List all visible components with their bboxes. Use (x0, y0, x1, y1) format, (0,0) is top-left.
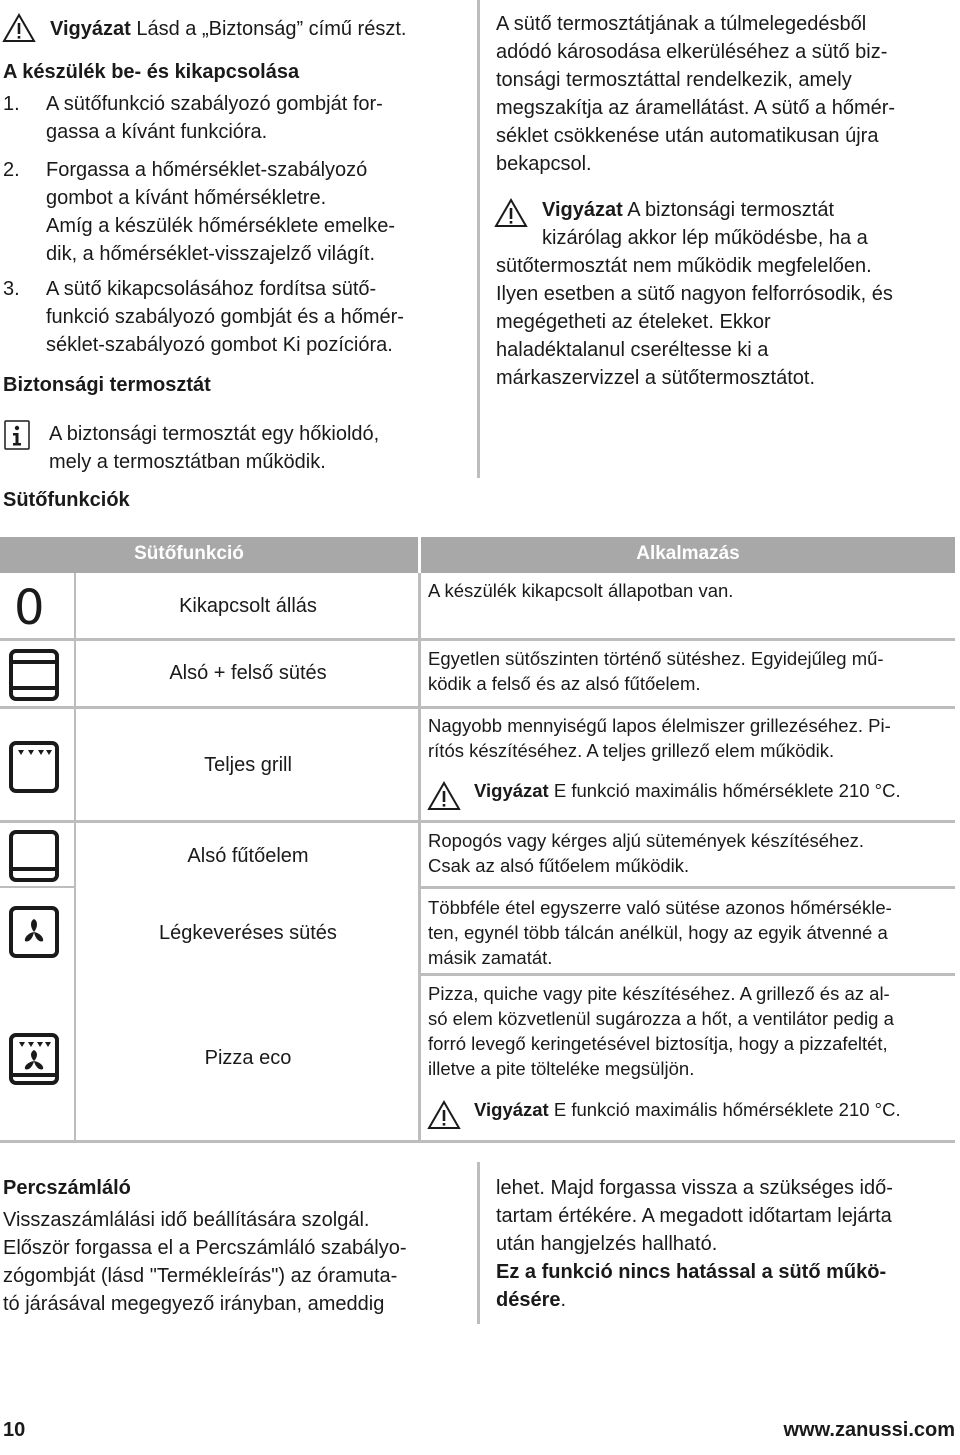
caution-text: A biztonsági termosztát (627, 199, 835, 221)
column-divider (477, 1162, 480, 1324)
caution-line: kizárólag akkor lép működésbe, ha a (542, 227, 868, 249)
thermostat-paragraph (496, 10, 956, 178)
paragraph-line: A sütő termosztátjának a túlmelegedésből (496, 13, 867, 35)
pizza-caution: Vigyázat E funkció maximális hőmérséklete 210 °C. (474, 1099, 901, 1120)
function-label: Alsó fűtőelem (187, 845, 309, 867)
warning-icon (2, 13, 36, 43)
caution-label: Vigyázat (50, 18, 131, 40)
timer-line: zógombját (lásd "Termékleírás") az óramuta- (3, 1265, 398, 1287)
timer-line: tartam értékére. A megadott időtartam lejárta (496, 1205, 892, 1227)
warning-icon (427, 781, 461, 811)
timer-bold-line: désére (496, 1289, 561, 1311)
page-number: 10 (3, 1419, 26, 1441)
step-line: A sütő kikapcsolásához fordítsa sütő- (46, 278, 377, 300)
pizza-eco-icon (8, 1032, 60, 1086)
caution-line: megégetheti az ételeket. Ekkor (496, 311, 771, 333)
step-line: funkció szabályozó gombját és a hőmér- (46, 306, 404, 328)
step-line: gombot a kívánt hőmérsékletre. (46, 187, 327, 209)
info-icon (4, 420, 30, 450)
paragraph-line: adódó károsodása elkerüléséhez a sütő biz- (496, 41, 888, 63)
caution-line: haladéktalanul cseréltesse ki a (496, 339, 769, 361)
application-text: Nagyobb mennyiségű lapos élelmiszer grillezéséhez. Pi- rítós készítéséhez. A teljes grillező elem működik. (428, 715, 891, 761)
function-label: Pizza eco (204, 1047, 292, 1069)
table-header-function: Sütőfunkció (0, 537, 418, 573)
step-line: séklet-szabályozó gombot Ki pozícióra. (46, 334, 393, 356)
timer-left-text (3, 1206, 473, 1318)
paragraph-line: bekapcsol. (496, 153, 592, 175)
paragraph-line: tonsági termosztáttal rendelkezik, amely (496, 69, 852, 91)
onoff-heading: A készülék be- és kikapcsolása (3, 61, 300, 83)
timer-line: után hangjelzés hallható. (496, 1233, 718, 1255)
timer-right-text: lehet. Majd forgassa vissza a szükséges idő- tartam értékére. A megadott időtartam lejárta után hangjelzés hallható. Ez a funkció nincs hatással a sütő műkö- désére. (496, 1174, 956, 1314)
table-divider (74, 573, 76, 1143)
row-divider (0, 706, 955, 709)
step-line: A sütőfunkció szabályozó gombját for- (46, 93, 383, 115)
paragraph-line: megszakítja az áramellátást. A sütő a hőmér- (496, 97, 896, 119)
step-number: 2. (3, 159, 20, 181)
caution-line: sütőtermosztát nem működik megfelelően. (496, 255, 872, 277)
timer-bold-line: Ez a funkció nincs hatással a sütő műkö- (496, 1261, 887, 1283)
table-divider (418, 573, 421, 1143)
application-text: A készülék kikapcsolt állapotban van. (428, 580, 734, 601)
row-divider (0, 886, 74, 888)
info-line: mely a termosztátban működik. (49, 451, 326, 473)
website-link[interactable]: www.zanussi.com (783, 1419, 955, 1441)
timer-heading: Percszámláló (3, 1177, 131, 1199)
caution-line: Ilyen esetben a sütő nagyon felforrósodik, és (496, 283, 893, 305)
fan-bake-icon (8, 905, 60, 959)
bottom-heat-icon (8, 829, 60, 883)
off-symbol-icon: 0 (14, 580, 45, 636)
timer-line: lehet. Majd forgassa vissza a szükséges idő- (496, 1177, 893, 1199)
warning-icon (494, 198, 528, 228)
grill-caution: Vigyázat E funkció maximális hőmérséklete 210 °C. (474, 780, 901, 801)
table-bottom-border (0, 1140, 955, 1143)
caution-line: márkaszervizzel a sütőtermosztátot. (496, 367, 815, 389)
function-label: Teljes grill (204, 754, 292, 776)
function-label: Légkeveréses sütés (159, 922, 337, 944)
application-text: Többféle étel egyszerre való sütése azonos hőmérsékle- ten, egynél több tálcán anélkül, hogy az egyik átvenné a másik zamatát. (428, 897, 892, 968)
row-divider (0, 820, 955, 823)
row-divider (421, 973, 955, 976)
application-text: Egyetlen sütőszinten történő sütéshez. Egyidejűleg mű- ködik a felső és az alsó fűtőelem. (428, 648, 884, 694)
thermostat-caution (542, 196, 960, 224)
column-divider (477, 0, 480, 478)
caution-label: Vigyázat (542, 199, 623, 221)
full-grill-icon (8, 740, 60, 794)
caution-note (50, 15, 406, 43)
row-divider (421, 886, 955, 889)
step-number: 1. (3, 93, 20, 115)
thermostat-heading: Biztonsági termosztát (3, 374, 211, 396)
step-line: dik, a hőmérséklet-visszajelző világít. (46, 243, 376, 265)
application-text: Ropogós vagy kérges aljú sütemények készítéséhez. Csak az alsó fűtőelem működik. (428, 830, 865, 876)
timer-line: tó járásával megegyező irányban, ameddig (3, 1293, 385, 1315)
step-line: Amíg a készülék hőmérséklete emelke- (46, 215, 396, 237)
caution-text: Lásd a „Biztonság” című részt. (136, 18, 407, 40)
thermostat-caution-cont (496, 252, 956, 392)
timer-line: Visszaszámlálási idő beállítására szolgál. (3, 1209, 370, 1231)
row-divider (0, 638, 955, 641)
table-header-application: Alkalmazás (421, 537, 955, 573)
timer-line: Először forgassa el a Percszámláló szabályo- (3, 1237, 407, 1259)
warning-icon (427, 1100, 461, 1130)
function-label: Alsó + felső sütés (169, 662, 327, 684)
info-note (49, 420, 469, 476)
paragraph-line: séklet csökkenése után automatikusan újra (496, 125, 879, 147)
application-text: Pizza, quiche vagy pite készítéséhez. A grillező és az al- só elem közvetlenül sugározza a hőt, a ventilátor pedig a forró levegő keringetésével biztosítja, hogy a pizzafeltét, illetve a pite tölteléke megsüljön. (428, 983, 894, 1079)
function-label: Kikapcsolt állás (179, 595, 317, 617)
step-line: Forgassa a hőmérséklet-szabályozó (46, 159, 368, 181)
info-line: A biztonsági termosztát egy hőkioldó, (49, 423, 380, 445)
top-bottom-heat-icon (8, 648, 60, 702)
step-line: gassa a kívánt funkcióra. (46, 121, 268, 143)
functions-heading: Sütőfunkciók (3, 489, 130, 511)
step-number: 3. (3, 278, 20, 300)
